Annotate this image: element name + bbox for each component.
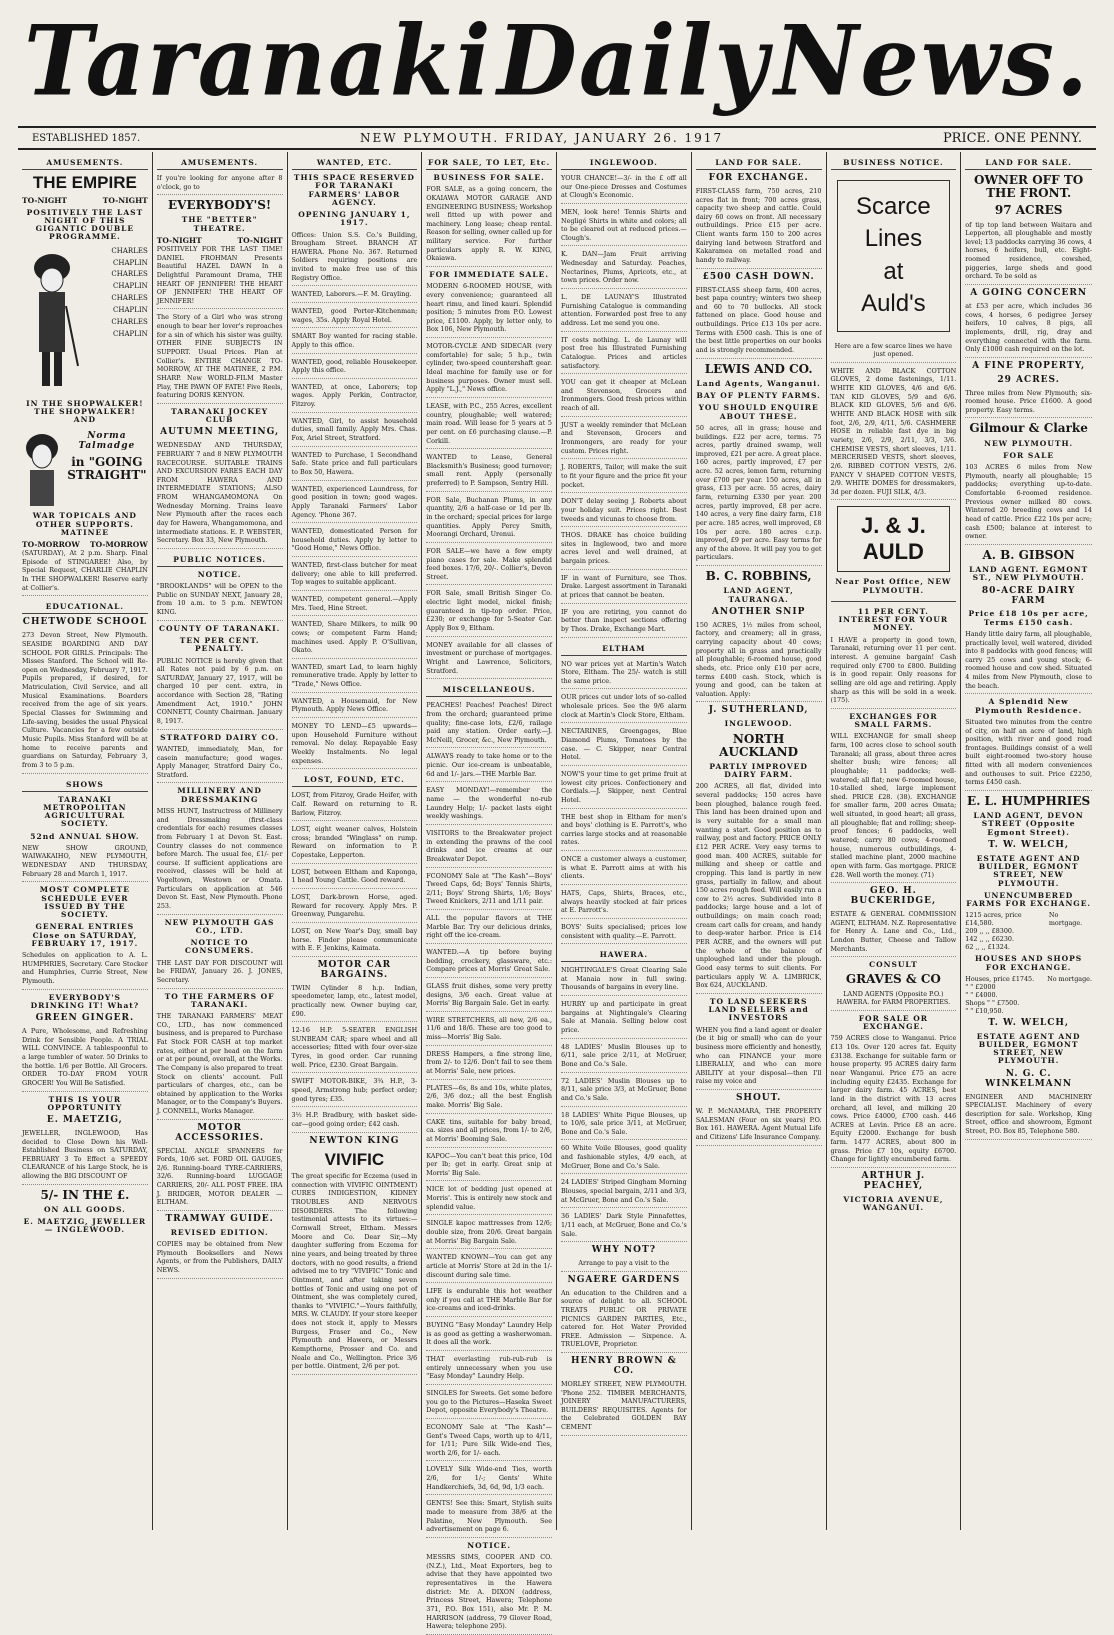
ngaere-body: An education to the Children and a source of delight to all. SCHOOL TREATS PUBLIC OR PRIVATE PICNICS GARDEN PARTIES, Etc., catered for. Hot Water Provided FREE. Admission — Sixpence. A. TRUELOVE, Proprietor.: [561, 1289, 687, 1353]
chetwode-body: 273 Devon Street, New Plymouth. SEASIDE BOARDING AND DAY SCHOOL FOR GIRLS. Principals: The Misses Stanford. The School will Re-open on Wednesday, February 7, 1917. Pupils prepared, if desired, for Matriculation, Civil Service, and all Musical Examinations. Boarders received from the age of six years. Special Classes for Swimming and Life-saving, besides the usual Physical Culture. Vacancies for a few outside Music Pupils. Miss Stanford will be at home to receive parents and guardians on Saturday, February 3, from 3 to 5 p.m.: [22, 631, 148, 773]
farm-row: [965, 911, 1092, 927]
eltham-ad: HATS, Caps, Shirts, Braces, etc., always heavily stocked at fair prices at E. Parrott's.: [561, 889, 687, 919]
farm-row-desc: 1215 acres, price £14,580.: [965, 911, 1022, 928]
discount: 5/- IN THE £.: [40, 1187, 130, 1202]
section-heading: SHOWS: [22, 778, 148, 792]
twin-cylinder: TWIN Cylinder 8 h.p. Indian, speedometer, lamp, etc., latest model, practically new. Owner buying car, £90.: [292, 984, 418, 1023]
green-ginger: GREEN GINGER.: [35, 1013, 135, 1024]
hawera-ad: 18 LADIES' White Pique Blouses, up to 10/6, sale price 3/11, at McGruer, Bone and Co.'s Sale.: [561, 1111, 687, 1141]
sale-ad: MODERN 6-ROOMED HOUSE, with every convenience; guaranteed all heart rimu, and lined kauri. Splendid position; 5 minutes from P.O. Lowest price, £1100. Apply, by letter only, to Box 106, New Plymouth.: [426, 282, 552, 338]
cast-item: CHARLES CHAPLIN: [111, 294, 148, 315]
wanted-ad: WANTED, smart Lad, to learn highly remunerative trade. Apply by letter to "Trade," News Office.: [292, 663, 418, 693]
sale-ad: MOTOR-CYCLE AND SIDECAR (very comfortable) for sale; 5 h.p., twin cylinder, two-speed countershaft gear. Ideal machine for family use or for business purposes. Owner must sell. Apply "L.J.," News office.: [426, 342, 552, 398]
buckeridge: GEO. H. BUCKERIDGE,: [850, 886, 937, 907]
snip-body: 150 ACRES, 1½ miles from school, factory, and creamery; all in grass, carrying capacity about 40 cows; property all in grass and practically all ploughable; 6-roomed house, good sheds, etc. Price only £10 per acre, terms £400 cash. Stock, which is young and good, can be taken at valuation. Apply:: [696, 621, 822, 703]
drinking-it: EVERYBODY'S DRINKING IT! What?: [30, 992, 140, 1010]
intro: If you're looking for anyone after 8 o'clock, go to: [157, 174, 283, 195]
hawera-ad: 24 LADIES' Striped Gingham Morning Blouses, special bargain, 2/11 and 3/3, at McGruer, Bone and Co.'s Sale.: [561, 1178, 687, 1208]
scarce-word: Scarce: [856, 193, 931, 220]
sale-ad: FOR Sale, small British Singer Co. electric light model, nickel finish; guaranteed in tip-top order. Price, £230; or exchange for 5-Seater Car. Apply Box 9, Eltham.: [426, 589, 552, 636]
why-not: WHY NOT?: [591, 1245, 656, 1256]
tonight-label: TO-NIGHT: [102, 195, 148, 205]
tramway-body: COPIES may be obtained from New Plymouth Booksellers and News Agents, or from the Publishers, DAILY NEWS.: [157, 1240, 283, 1279]
misc-ad: PEACHES! Peaches! Peaches! Direct from the orchard; guaranteed prime quality; fine-case lots, £2/6, railage paid any station. Order early.—J. McNeill, Grocer, &c., New Plymouth.: [426, 701, 552, 748]
acres-97: 97 ACRES: [994, 203, 1063, 218]
dateline: [18, 126, 1096, 150]
winkelmann: N. G. C. WINKELMANN: [985, 1068, 1073, 1089]
north-auckland: NORTH AUCKLAND: [719, 731, 799, 759]
going-straight: in "GOING STRAIGHT": [67, 455, 147, 483]
humphries: E. L. HUMPHRIES: [967, 794, 1091, 809]
chaplin-block: [22, 246, 148, 396]
offices: Offices: Union S.S. Co.'s Building, Brougham Street. BRANCH AT HAWERA. Phone No. 367. Returned Soldiers requiring positions are invited to make free use of this Registry Office.: [292, 231, 418, 287]
inglewood-ad: YOUR CHANCE!—3/- in the £ off all our One-piece Dresses and Costumes at Clough's Economic.: [561, 174, 687, 204]
for-sale: FOR SALE: [1003, 450, 1055, 460]
house-rows: [965, 975, 1092, 1015]
scarce-word: Lines: [864, 225, 923, 253]
reserved: THIS SPACE RESERVED FOR TARANAKI FARMERS' LABOR AGENCY.: [293, 173, 415, 207]
better-theatre: THE "BETTER" THEATRE.: [181, 215, 258, 233]
all-goods: ON ALL GOODS.: [44, 1204, 126, 1214]
henry-brown: HENRY BROWN & CO.: [570, 1356, 677, 1377]
inglewood-ad: JUST a weekly reminder that McLean and Stevenson, Grocers and Ironmongers, are ready for your custom. Prices right.: [561, 421, 687, 460]
opportunity: THIS IS YOUR OPPORTUNITY: [47, 1094, 123, 1112]
price: PRICE. ONE PENNY.: [942, 130, 1082, 146]
cast-list: [86, 246, 148, 396]
acres-29-body: Three miles from New Plymouth; six-roomed house. Price £1600. A good property. Easy terms.: [965, 389, 1092, 419]
auld-name: J. & J. AULD: [837, 506, 951, 572]
scarce-word: at: [883, 257, 904, 285]
lost-ad: LOST, on New Year's Day, small bay horse. Finder please communicate with E. F. Jenkins, Kaimata.: [292, 927, 418, 957]
shout: SHOUT.: [735, 1093, 782, 1104]
cast-item: CHARLES CHAPLIN: [111, 270, 148, 291]
welch: T. W. WELCH,: [988, 839, 1070, 850]
misc-ad: SINGLES for Sweets. Get some before you go to the Pictures—Haseka Sweet Depot, opposite Everybody's Theatre.: [426, 1389, 552, 1419]
cash-down: £500 CASH DOWN.: [702, 271, 815, 282]
saturday-matinee: (SATURDAY), At 2 p.m. Sharp. Final Episode of STINGAREE! Also, by Special Request, CHARLIE CHAPLIN In THE SHOPWALKER! Reserve early at Collier's.: [22, 549, 148, 596]
immediate-heading: FOR IMMEDIATE SALE.: [429, 270, 549, 280]
wanted-ad: WANTED, good, reliable Housekeeper. Apply this office.: [292, 358, 418, 379]
tonight-label: TO-NIGHT: [22, 195, 67, 205]
dairy-heading: STRATFORD DAIRY CO.: [160, 732, 280, 742]
house-row-desc: " " £2000: [965, 982, 996, 991]
inglewood: INGLEWOOD.: [724, 719, 793, 729]
peachey: ARTHUR J. PEACHEY,: [861, 1171, 926, 1191]
agricultural-society: TARANAKI METROPOLITAN AGRICULTURAL SOCIETY.: [43, 794, 127, 829]
everybodys-body-1: POSITIVELY FOR THE LAST TIME! DANIEL FROHMAN Presents Beautiful HAZEL DAWN In a Delightful Paramount Drama, THE HEART OF JENNIFER! THE HEART OF JENNIFER! THE HEART OF JENNIFER!: [157, 245, 283, 309]
misc-ad: GENTS! See this: Smart, Stylish suits made to measure from 38/6 at the Palatine, New Plymouth. See advertisement on page 6.: [426, 1499, 552, 1538]
established: ESTABLISHED 1857.: [32, 132, 141, 144]
winkelmann-body: ENGINEER AND MACHINERY SPECIALIST. Machinery of every description for sale. Workshop, King Street, office and showroom, Egmont Street, P.O. Box 85, Telephone 580.: [965, 1093, 1092, 1140]
misc-ad: VISITORS to the Breakwater project in extending the prawns of the cool drinks and ice creams at our Breakwater Depot.: [426, 829, 552, 868]
eltham-ad: BOYS' Suits specialised; prices low consistent with quality.—E. Parrott.: [561, 923, 687, 944]
going-body: at £53 per acre, which includes 36 cows, 4 horses, 6 pedigree Jersey heifers, 10 calves, 8 pigs, all implements, drill, rig, dray and everything connected with the farm. Only £1000 cash required on the lot.: [965, 302, 1092, 358]
first-class-farm: FIRST-CLASS farm, 750 acres, 210 acres flat in front; 700 acres grass, capacity two sheep and cattle. Could dairy 60 cows on front. All necessary outbuildings. Price £15 per acre. Client wants farm 150 to 200 acres dairying land between Stratford and Kakaramea on metalled road and handy to railway.: [696, 187, 822, 269]
farm-row: [965, 927, 1092, 935]
house-row-note: No mortgage.: [1047, 974, 1092, 983]
column-2: [153, 152, 288, 1530]
wanted-ad: WANTED, Girl, to assist household duties, small family. Apply Mrs. Chas. Fox, Ariel Street, Stratford.: [292, 417, 418, 447]
section-heading: HAWERA.: [561, 948, 687, 962]
tonight-label: TO-NIGHT: [156, 235, 202, 245]
section-heading: AMUSEMENTS.: [157, 156, 283, 170]
welch-sub: ESTATE AGENT AND BUILDER, EGMONT STREET, NEW PLYMOUTH.: [976, 853, 1081, 888]
ginger-body: A Pure, Wholesome, and Refreshing Drink for Sensible People. A TRIAL WILL CONVINCE. A tablespoonful to a large tumbler of water. 50 Drinks to the bottle. 1/6 per Bottle. All Grocers. ORDER TO-DAY FROM YOUR GROCER! You Will Be Satisfied.: [22, 1027, 148, 1091]
vivific-body: The great specific for Eczema (used in connection with VIVIFIC OINTMENT) CURES INDIGESTION, KIDNEY TROUBLES AND NERVOUS DISORDERS. The following testimonial attests to its virtues:— Cornwall Street, Eltham. Messrs Moore and Co. Dear Sir,—My daughter suffering from Eczema for nine years, and being treated by three doctors, with no good results, a friend advised me to try "VIVIFIC" Tonic and Ointment, and after taking seven bottles of Tonic and using one pot of Ointment, she was completely cured, thanks to "VIVIFIC."—Yours faithfully, MRS. W. CLAUDY. If your store keeper does not stock it, apply to Messrs Burgess, Fraser and Co., New Plymouth and Hawera, or Messrs Kempthorne, Prosser and Co. and Neale and Co., Wellington. Price 3/6 per bottle. Ointment, 2/6 per pot.: [292, 1172, 418, 1375]
graves-body: LAND AGENTS (Opposite P.O.) HAWERA. for FARM PROPERTIES.: [831, 990, 957, 1011]
acres-97-body: of tip top land between Waitara and Lepperton, all ploughable and mostly level; 13 paddocks carrying 36 cows, 4 horses, 6 heifers, bull, etc. Eight-roomed residence, cowshed, piggeries, large sheds and good orchard. To be sold as: [965, 221, 1092, 285]
motor-heading: MOTOR ACCESSORIES.: [175, 1122, 264, 1143]
small-farms: EXCHANGES FOR SMALL FARMS.: [849, 711, 938, 730]
inglewood-ad: IF in want of Furniture, see Thos. Drake. Largest assortment in Taranaki at prices that cannot be beaten.: [561, 574, 687, 604]
section-heading: LAND FOR SALE.: [965, 156, 1092, 170]
motor-body: SPECIAL ANGLE SPANNERS for Fords, 10/6 set. FORD OIL GAUGES, 2/6. Running-board TYRE-CARRIERS, 32/6. Running-board LUGGAGE CARRIERS, 20/- ALL POST FREE. IRA J. BRIDGER, MOTOR DEALER — ELTHAM.: [157, 1147, 283, 1211]
newton-king: NEWTON KING: [309, 1135, 400, 1146]
lost-ad: LOST, between Eltham and Kaponga, 1 head Young Cattle. Good reward.: [292, 868, 418, 889]
county-body: PUBLIC NOTICE is hereby given that all Rates not paid by 6 p.m. on SATURDAY, January 27, 1917, will be charged 10 per cent. extra, in accordance with Section 28, "Rating Amendment Act, 1910." JOHN CONNETT, County Chairman. January 8, 1917.: [157, 657, 283, 730]
lewis-sub: Land Agents, Wanganui.: [696, 378, 821, 388]
divider: [831, 601, 957, 602]
wanted-ad: WANTED, experienced Laundress, for good position in town; good wages. Apply Taranaki Farmers' Labor Agency. 'Phone 367.: [292, 485, 418, 524]
arrange: Arrange to pay a visit to the: [561, 1259, 687, 1272]
farm-row-note: No mortgage.: [1048, 911, 1083, 928]
house-row-desc: " " £4000.: [965, 990, 998, 999]
jockey-body: WEDNESDAY AND THURSDAY, FEBRUARY 7 and 8 NEW PLYMOUTH RACECOURSE. SUITABLE TRAINS AND EXCURSION FARES EACH DAY FROM HAWERA AND INTERMEDIATE STATIONS; ALSO FROM WHANGAMOMONA On Wednesday Morning. Trains leave New Plymouth after the races each day for Hawera, Whangamomona, and intermediate stations. E. P. WEBSTER, Secretary. Box 33, New Plymouth.: [157, 441, 283, 549]
farm-row-desc: 142 ,, ,, £6230.: [965, 935, 1015, 944]
maetzig-sign: E. MAETZIG, JEWELLER — INGLEWOOD.: [23, 1217, 147, 1235]
enquire: YOU SHOULD ENQUIRE ABOUT THESE.: [698, 403, 819, 421]
gilmour-clarke: Gilmour & Clarke: [969, 421, 1088, 436]
houses-shops: HOUSES AND SHOPS FOR EXCHANGE.: [975, 954, 1083, 972]
sale-or-exchange: FOR SALE OR EXCHANGE.: [858, 1013, 929, 1032]
wanted-ad: MONEY TO LEND—£5 upwards—upon Household Furniture without removal. No delay. Repayable Easy Weekly Instalments. No legal expenses.: [292, 722, 418, 769]
inglewood-ad: MEN, look here! Tennis Shirts and Negligé Shirts in white and colors; all to be cleared out at reduced prices.—Clough's.: [561, 208, 687, 247]
notice-heading: NOTICE.: [467, 1540, 512, 1550]
sale-ad: FOR Sale, Buchanan Plums, in any quantity, 2/6 a half-case or 1d per lb. in the orchard; special prices for large quantities. Apply Percy Smith, Moorangi Orchard, Urenui.: [426, 496, 552, 543]
inglewood-ad: K. DAN—Jam Fruit arriving Wednesday and Saturday. Peaches, Nectarines, Plums, Apricots, etc., at town prices. Order now.: [561, 250, 687, 289]
tomorrow-row: [22, 540, 148, 549]
gilmour-sub: NEW PLYMOUTH.: [984, 438, 1074, 448]
sunbeam: 12-16 H.P. 5-SEATER ENGLISH SUNBEAM CAR; spare wheel and all accessories; fitted with four over-size Tyres, in good order. Car running well. Price, £230. Great Bargain.: [292, 1026, 418, 1073]
scarce-lines-box: [837, 180, 951, 332]
bay-of-plenty: BAY OF PLENTY FARMS.: [696, 391, 821, 401]
misc-ad: ALL the popular flavors at THE Marble Bar. Try our delicious drinks, right off the ice-cream.: [426, 914, 552, 944]
section-heading: EDUCATIONAL.: [22, 600, 148, 614]
masthead-word-daily: Daily: [497, 4, 770, 118]
misc-ad: THAT everlasting rub-rub-rub is entirely unnecessary when you use "Easy Monday" Laundry Help.: [426, 1355, 552, 1385]
inglewood-ad: J. ROBERTS, Tailor, will make the suit to fit your figure and the price fit your pocket.: [561, 463, 687, 493]
welch-2-sub: ESTATE AGENT AND BUILDER, EGMONT STREET, NEW PLYMOUTH.: [976, 1031, 1081, 1066]
hawera-ad: 36 LADIES' Dark Style Pinnafettes, 1/11 each, at McGruer, Bone and Co.'s Sale.: [561, 1212, 687, 1242]
consumers-heading: NOTICE TO CONSUMERS.: [184, 938, 255, 956]
ngaere-gardens: NGAERE GARDENS: [567, 1274, 681, 1285]
maetzig-name: E. MAETZIG,: [46, 1115, 123, 1126]
going-concern: A GOING CONCERN: [970, 288, 1088, 299]
eltham-ad: ONCE a customer always a customer, is what E. Parrott aims at with his clients.: [561, 855, 687, 885]
sale-body: 759 ACRES close to Wanganui. Price £13 10s. Over 120 acres fat. Equity £3138. Exchange for suitable farm or house property. 95 ACRES dairy farm near Wanganui. Price £75 an acre including equity £2435. Exchange for larger dairy farm. 45 ACRES, best land in the district with 13 acres orchard, all level, and milking 20 cows. Price £4000, £700 cash. 446 ACRES at Levin. Price £8 an acre. Equity £2000. Exchange for bush farm. 1477 ACRES, about 800 in grass. Price £7 10s, equity £6700. Change for lightly encumbered farm.: [831, 1034, 957, 1168]
lost-ad: LOST, from Fitzroy, Grade Heifer, with Calf. Reward on returning to R. Barlow, Fitzroy.: [292, 791, 418, 821]
here-intro: Here are a few scarce lines we have just opened.: [831, 342, 957, 363]
jockey-club: TARANAKI JOCKEY CLUB: [171, 406, 269, 425]
acres-103: 103 ACRES 6 miles from New Plymouth, nearly all ploughable; 15 paddocks; everything up-to-date. Comfortable 6-roomed residence. Previous owner milked 80 cows. Wintered 20 breeding cows and 14 head of cattle. Price £22 10s per acre; cash £500; balance at interest to owner.: [965, 463, 1092, 545]
hawera-ad: HURRY up and participate in great bargains at Nightingale's Clearing Sale at Manaia. Selling below cost price.: [561, 1000, 687, 1039]
schedules-note: Schedules on application to A. L. HUMPHRIES, Secretary. Care Stocker and Humphries, Currie Street, New Plymouth.: [22, 951, 148, 990]
misc-ad: LOVELY Silk Wide-end Ties, worth 2/6, for 1/-; Gents' White Handkerchiefs, 3d, 6d, 9d, 1/3 each.: [426, 1465, 552, 1495]
house-row-desc: " " £10,950.: [965, 1006, 1004, 1015]
gas-heading: NEW PLYMOUTH GAS CO., LTD.: [164, 917, 275, 935]
misc-ad: LIFE is endurable this hot weather only if you call at THE Marble Bar for ice-creams and iced-drinks.: [426, 1287, 552, 1317]
inglewood-ad: YOU can get it cheaper at McLean and Stevenson, Grocers and Ironmongers. Good fresh prices within reach of all.: [561, 378, 687, 417]
humphries-sub: LAND AGENT, DEVON STREET (Opposite Egmont Street).: [973, 811, 1084, 837]
last-night: POSITIVELY THE LAST NIGHT OF THIS GIGANTIC DOUBLE PROGRAMME.: [26, 207, 144, 242]
farmers-heading: TO THE FARMERS OF TARANAKI.: [164, 991, 275, 1009]
swift: SWIFT MOTOR-BIKE, 3¾ H.P., 3-speed, Armstrong hub; perfect order; good tyres; £35.: [292, 1077, 418, 1107]
misc-ad: WIRE STRETCHERS, all new, 2/6 ea., 11/6 and 18/6. These are too good to miss—Morris' Big Sale.: [426, 1016, 552, 1046]
lost-ad: LOST, eight weaner calves, Holstein cross; branded "Winglass" on rump. Reward on information to P. Copestake, Lepperton.: [292, 825, 418, 864]
dairy-80-body: Handy little dairy farm, all ploughable, practically level, well watered, divided into 8 paddocks with good fences; will carry 25 cows and young stock; 6-roomed house and cow shed. Situated 4 miles from New Plymouth, close to the beach.: [965, 630, 1092, 694]
farm-row-desc: 209 ,, ,, £8300.: [965, 927, 1015, 936]
inglewood-ad: DON'T delay seeing J. Roberts about your holiday suit. Prices right. Best tweeds and vicunas to choose from.: [561, 497, 687, 527]
column-8: [961, 152, 1096, 1530]
fine-property: A FINE PROPERTY,: [972, 360, 1086, 371]
eltham-ad: NECTARINES, Greengages, Blue Diamond Plums, Tomatoes by the case. — C. Skipper, near Central Hotel.: [561, 727, 687, 766]
house-row: [965, 983, 1092, 991]
dairy-body: WANTED, immediately, Man, for casein manufacture; good wages. Apply Manager, Stratford Dairy Co., Stratford.: [157, 745, 283, 784]
farm-row-desc: 62 ,, ,, £1324.: [965, 943, 1010, 952]
sutherland: J. SUTHERLAND,: [708, 705, 809, 716]
misc-ad: DRESS Hampers, a fine strong line, from 2/- to 12/6. Don't fail to see them at Morris' Sale, new prices.: [426, 1050, 552, 1080]
gibson: A. B. GIBSON: [982, 547, 1075, 562]
misc-ad: EASY MONDAY!—remember the name — the wonderful no-rub Laundry Help; 1/- packet lasts eight weekly washings.: [426, 786, 552, 825]
for-exchange: FOR EXCHANGE.: [708, 173, 809, 183]
section-heading: FOR SALE, TO LET, Etc.: [426, 156, 552, 170]
motor-bargains: MOTOR CAR BARGAINS.: [317, 959, 392, 980]
masthead-word-news: News.: [774, 4, 1090, 118]
misc-ad: KAPOC—You can't beat this price, 10d per lb; get in early. Great snip at Morris' Big Sale.: [426, 1152, 552, 1182]
revised-heading: REVISED EDITION.: [170, 1227, 269, 1237]
bay-body: 50 acres, all in grass; house and buildings. £22 per acre, terms. 75 acres, partly drained swamp, well improved, £21 per acre. A great place. 160 acres, partly improved, £7 per acre. 52 acres, lemon farm, returning over £700 per year. 150 acres, all in grass, £13 per acre. 55 acres, dairy farm, returning £330 per year. 200 acres, partly improved, £8 per acre. 140 acres, a very fine dairy farm, £18 per acre. 185 acres, well improved, £8 10s per acre. 180 acres c.r.p. improved, £9 per acre. Easy terms for any of the above. It will pay you to get particulars.: [696, 424, 822, 566]
robbins: B. C. ROBBINS,: [705, 569, 812, 584]
mcnamara: W. P. McNAMARA, THE PROPERTY SALESMAN (Four on six years) P.O. Box 161. HAWERA. Agent Mutual Life and Citizens' Life Insurance Company.: [696, 1107, 822, 1146]
tramway-heading: TRAMWAY GUIDE.: [165, 1214, 274, 1224]
empire-title: THE EMPIRE: [32, 173, 137, 192]
land-seekers: TO LAND SEEKERS LAND SELLERS and INVESTORS: [708, 996, 809, 1023]
section-heading: ELTHAM: [561, 642, 687, 656]
partly-improved: PARTLY IMPROVED DAIRY FARM.: [709, 761, 808, 780]
autumn-meeting: AUTUMN MEETING,: [160, 427, 280, 438]
place-date: NEW PLYMOUTH. FRIDAY, JANUARY 26. 1917: [360, 131, 724, 145]
bradbury: 3½ H.P. Bradbury, with basket side-car—good going order; £42 cash.: [292, 1111, 418, 1132]
war-topicals: WAR TOPICALS AND OTHER SUPPORTS. MATINEE: [32, 511, 137, 537]
eltham-ad: NO war prices yet at Martin's Watch Store, Eltham. The 25/- watch is still the same price.: [561, 660, 687, 690]
tonight-label: TO-NIGHT: [237, 235, 283, 245]
hawera-ad: 72 LADIES' Muslin Blouses up to 8/11, sale price 3/3, at McGruer, Bone and Co.'s Sale.: [561, 1077, 687, 1107]
inglewood-ad: IT costs nothing. L. de Launay will post free his Illustrated Furnishing Catalogue. Prices and articles satisfactory.: [561, 336, 687, 375]
another-snip: ANOTHER SNIP: [711, 606, 806, 617]
masthead: [0, 0, 1114, 122]
dairy-80-price: Price £18 10s per acre, Terms £150 cash.: [968, 609, 1089, 627]
section-heading: PUBLIC NOTICES.: [157, 553, 283, 567]
interest-heading: 11 PER CENT. INTEREST FOR YOUR MONEY.: [838, 606, 949, 633]
house-row-desc: Shops " " £7500.: [965, 998, 1020, 1007]
henry-body: MORLEY STREET, NEW PLYMOUTH. 'Phone 252. TIMBER MERCHANTS, JOINERY MANUFACTURERS, BUILDERS' REQUISITES. Agents for the Celebrated GOLDEN BAY CEMENT: [561, 1380, 687, 1436]
misc-ad: NICE lot of bedding just opened at Morris'. This is entirely new stock and splendid value.: [426, 1185, 552, 1215]
north-body: 200 ACRES, all flat, divided into several paddocks; 150 acres have been ploughed, balance rough feed. This land has been drained upon and is very suitable for a small man wanting a start. Good position as to railway, post and factory. PRICE ONLY £12 PER ACRE. Very easy terms to good man. 400 ACRES, suitable for milking and sheep or cattle and cropping. This land is partly in new grass, partially in fallow, and about 150 acres rough feed. Will easily run a cow to 2½ acres. Subdivided into 8 paddocks; large house and a lot of outbuildings; on main coach road; cream cart calls for cream, and handy to deep-water harbor. Price is £14 PER ACRE, and the owners will put the whole of the balance of unploughed land under the plough. Good easy terms to suit clients. For particulars apply W. A. LIMBRICK, Box 624, AUCKLAND.: [696, 782, 822, 993]
wanted-ad: WANTED, domesticated Person for household duties. Apply by letter to "Good Home," News Office.: [292, 527, 418, 557]
column-5: [557, 152, 692, 1530]
portrait-illustration-icon: [22, 428, 62, 508]
house-row: [965, 975, 1092, 983]
cast-item: CHARLES CHAPLIN: [111, 246, 148, 267]
vivific-title: VIVIFIC: [324, 1149, 385, 1169]
misc-ad: GLASS fruit dishes, some very pretty designs, 3/6 each. Great value at Morris' Big Bargain Sale. Get in early.: [426, 982, 552, 1012]
misc-ad: ECONOMY Sale at "The Kash"—Gent's Tweed Caps, worth up to 4/11, for 1/11; Pure Silk Wide-end Ties, worth 2/6, for 1/- each.: [426, 1423, 552, 1462]
robbins-sub: LAND AGENT, TAURANGA.: [723, 586, 794, 604]
acres-29: 29 ACRES.: [997, 374, 1060, 385]
house-row: [965, 1007, 1092, 1015]
inglewood-ad: IF you are retiring, you cannot do better than inspect sections offering by Thos. Drake, Exchange Mart.: [561, 608, 687, 638]
sale-ad: FOR SALE—we have a few empty piano cases for sale. Make splendid feed boxes. 17/6, 20/-. Collier's, Devon Street.: [426, 547, 552, 586]
schedule: MOST COMPLETE SCHEDULE EVER ISSUED BY THE SOCIETY.: [39, 885, 130, 920]
column-6: [692, 152, 827, 1530]
wanted-ad: WANTED, Laborers.—F. M. Grayling.: [292, 290, 418, 303]
splendid: A Splendid New Plymouth Residence.: [974, 697, 1083, 715]
graves: GRAVES & CO: [845, 972, 941, 987]
buckeridge-body: ESTATE & GENERAL COMMISSION AGENT, ELTHAM. N.Z. Representative for Henry A. Lane and Co., Ltd., London Butter, Cheese and Tallow Merchants.: [831, 910, 957, 957]
wanted-ad: WANTED, competent general.—Apply Mrs. Teed, Hine Street.: [292, 595, 418, 616]
misc-ad: SINGLE kapoc mattresses from 12/6; double size, from 20/6. Great bargain at Morris' Big Bargain Sale.: [426, 1219, 552, 1249]
farmers-body: THE TARANAKI FARMERS' MEAT CO., LTD., has now commenced business, and is prepared to Purchase Fat Stock FOR CASH at top market rates, either at per head on the farm or at per pound, overall, at the Works. The Company is also prepared to treat Stock on clients' account. Full particulars of charges, etc., can be obtained by application to the Works Manager, or to the Company's Buyers. J. CONNELL, Works Manager.: [157, 1012, 283, 1120]
wanted-ad: WANTED, at once, Laborers; top wages. Apply Perkin, Contractor, Fitzroy.: [292, 383, 418, 413]
eltham-ad: NOW'S your time to get prime fruit at lowest city prices. Confectionery and Cordials.—J. Skipper, next Central Hotel.: [561, 770, 687, 809]
misc-ad: FCONOMY Sale at "The Kash"—Boys' Tweed Caps, 6d; Boys' Tennis Shirts, 2/11; Boys' Strong Shirts, 1/6; Boys' Tweed Knickers, 2/11 and 1/11 pair.: [426, 872, 552, 911]
tomorrow-label: TO-MORROW: [89, 540, 148, 550]
chaplin-illustration-icon: [22, 246, 82, 396]
splendid-body: Situated two minutes from the centre of city, on half an acre of land, high position, with river and good road frontages. Buildings consist of a well built eight-roomed two-story house fitted with all modern conveniences and outhouses to suit. Price £2250, terms £450 cash.: [965, 718, 1092, 791]
norma-text: [66, 428, 148, 508]
small-body: WILL EXCHANGE for small sheep farm, 100 acres close to school south Taranaki; all grass, about three acres shelter bush; wire fences; all ploughable; 11 paddocks; well-watered; all flat; new 6-roomed house, 10-stalled shed, large implement shed. PRICE £28. (38). EXCHANGE for smaller farm, 200 acres Omata; well situated, in good heart; all grass, all ploughable; flat and rolling; sheep-proof fences; 6 paddocks, well watered; carry 80 cows; 4-roomed house, numerous outbuildings, 4-stalled machine plant, 2000 machine open with farm. Gas mortgage. PRICE £28. Well worth the money. (71): [831, 732, 957, 883]
everybodys-title: EVERYBODY'S!: [168, 198, 272, 213]
section-heading: LAND FOR SALE.: [696, 156, 822, 170]
norma-name: Norma Talmadge: [78, 431, 136, 452]
dairy-80: 80-ACRE DAIRY FARM: [981, 585, 1076, 606]
farm-rows: [965, 911, 1092, 951]
wanted-ad: SMART Boy wanted for racing stable. Apply to this office.: [292, 332, 418, 353]
section-heading: LOST, FOUND, ETC.: [292, 773, 418, 787]
business-heading: BUSINESS FOR SALE.: [433, 173, 545, 182]
sale-ad: LEASE, with P.C., 255 Acres, excellent country, ploughable; well watered; main road. Will lease for 5 years at 5 per cent. on £6 purchasing clause.—P. Corkill.: [426, 402, 552, 449]
farm-row: [965, 943, 1092, 951]
brooklands: "BROOKLANDS" will be OPEN to the Public on SUNDAY NEXT, January 28, from 10 a.m. to 5 p.m. NEWTON KING.: [157, 582, 283, 621]
section-heading: INGLEWOOD.: [561, 156, 687, 170]
cast-item: CHARLES CHAPLIN: [111, 318, 148, 338]
scarce-lines-list: WHITE AND BLACK COTTON GLOVES, 2 dome fastenings, 1/11. WHITE KID GLOVES, 4/6 and 6/6. TAN KID GLOVES, 5/9 and 6/6. BLACK KID GLOVES, 5/6 and 6/6. WHITE AND BLACK HOSE with silk foot, 2/6, 2/9, 4/11, 5/6. CASHMERE HOSE in reliable fast dye in big variety, 2/6, 2/9, 2/11, 3/3, 3/6. CHEMISE VESTS, short sleeves, 1/11. MERCERISED VESTS, short sleeves, 2/6. RIBBED COTTON VESTS, 2/6. FANCY V SHAPED COTTON VESTS, 2/9. WHITE DOMES for dressmakers, 3d per dozen. FUJI SILK, 4/3.: [831, 367, 957, 501]
hawera-ad: NIGHTINGALE'S Great Clearing Sale at Manaia now in full swing. Thousands of bargains in every line.: [561, 966, 687, 996]
section-heading: MISCELLANEOUS.: [426, 683, 552, 697]
auld-sub: Near Post Office, NEW PLYMOUTH.: [835, 577, 952, 595]
column-3: [288, 152, 423, 1530]
owner-off: OWNER OFF TO THE FRONT.: [974, 173, 1084, 201]
eltham-ad: OUR prices cut under lots of so-called wholesale prices. See the 9/6 alarm clock at Martin's Clock Store, Eltham.: [561, 693, 687, 723]
sale-ad: MONEY available for all classes of investment or purchase of mortgages. Wright and Lawrence, Solicitors, Stratford.: [426, 641, 552, 680]
misc-ad: ALWAYS ready to take home or to the picnic. Our ice-cream is unbeatable, 6d and 1/- jars.—THE Marble Bar.: [426, 752, 552, 782]
newspaper-page: [18, 152, 1096, 1631]
inglewood-ad: L. DE LAUNAY'S Illustrated Furnishing Catalogue is commanding attention. Forwarded post free to any address. Let me send you one.: [561, 293, 687, 332]
wanted-ad: WANTED, Share Milkers, to milk 90 cows; or competent Farm Hand; machines used. Apply P. O'Sullivan, Okato.: [292, 620, 418, 659]
shopwalker: IN THE SHOPWALKER! THE SHOPWALKER! AND: [26, 398, 144, 425]
lost-ad: LOST, Dark-brown Horse, aged. Reward for recovery. Apply Mrs. P. Greenway, Pungarehu.: [292, 893, 418, 923]
chetwode-title: CHETWODE SCHOOL: [22, 617, 147, 628]
interest-body: I HAVE a property in good town, Taranaki, returning over 11 per cent. interest. A genuine bargain! Cash required only £700 to £800. Building is in good repair. Only reasons for selling are old age and retiring. Apply sharp as this will be sold in a week. (175).: [831, 636, 957, 709]
first-class-sheep: FIRST-CLASS sheep farm, 400 acres, best papa country; winters two sheep and 60 to 70 bullocks. All stock fattened on place. Good house and outbuildings. Price £13 10s per acre. Terms with £500 cash. This is one of the best little properties on our books and is strongly recommended.: [696, 286, 822, 359]
house-row: [965, 991, 1092, 999]
house-row-desc: Houses, price £1745.: [965, 974, 1035, 983]
wanted-ad: WANTED, first-class butcher for meat delivery; one able to kill preferred. Top wages to suitable applicant.: [292, 561, 418, 591]
notice-heading: NOTICE.: [197, 569, 242, 579]
masthead-word-taranaki: Taranaki: [24, 4, 493, 118]
tonight-row: [22, 196, 148, 205]
inglewood-ad: THOS. DRAKE has choice building sites in Inglewood, two and more acres level and well drained, at bargain prices.: [561, 531, 687, 570]
scarce-word: Auld's: [861, 290, 926, 318]
farm-row: [965, 935, 1092, 943]
hawera-ad: 60 White Voile Blouses, good quality and fashionable styles, 4/9 each, at McGruer, Bone and Co.'s Sale.: [561, 1144, 687, 1174]
wanted-ad: WANTED, a Housemaid, for New Plymouth. Apply News Office.: [292, 697, 418, 718]
misc-ad: CAKE tins, suitable for baby bread, ca. sizes and all prices, from 1/- to 2/6, at Morris' Booming Sale.: [426, 1118, 552, 1148]
millinery-body: MISS HUNT, Instructress of Millinery and Dressmaking (first-class credentials for each) resumes classes from February 1 at Devon St. East. Country classes do not commence before March. The usual fee, £1/- per course. If sufficient applications are received, classes will be held at Vogeltown, Westown or Omata. Particulars on application at 546 Devon St. East, New Plymouth. Phone 253.: [157, 807, 283, 915]
section-heading: AMUSEMENTS.: [22, 156, 148, 170]
peachey-sub: VICTORIA AVENUE, WANGANUI.: [843, 1194, 944, 1213]
general-entries: GENERAL ENTRIES Close on SATURDAY, FEBRUARY 17, 1917.: [31, 922, 139, 948]
norma-block: [22, 428, 148, 508]
eltham-ad: THE best shop in Eltham for men's and boys' clothing is E. Parrott's, who carries large stocks and at reasonable rates.: [561, 813, 687, 852]
seekers-body: WHEN you find a land agent or dealer (be it big or small) who can do your business more efficiently and honestly, who can FINANCE your more LIBERALLY, and who can more ABILITY at your disposal—then I'll raise my voice and: [696, 1026, 822, 1090]
house-row: [965, 999, 1092, 1007]
unencumbered: UNENCUMBERED FARMS FOR EXCHANGE.: [966, 890, 1092, 909]
hawera-ad: 48 LADIES' Muslin Blouses up to 6/11, sale price 2/11, at McGruer, Bone and Co.'s Sale.: [561, 1043, 687, 1073]
column-7: [827, 152, 962, 1530]
sale-ad: WANTED to Lease, General Blacksmith's Business; good turnover; small rent. Apply (personally preferred) to P. Sampson, Sentry Hill.: [426, 453, 552, 492]
lewis-and-co: LEWIS AND CO.: [704, 361, 813, 376]
welch-2: T. W. WELCH,: [988, 1017, 1070, 1028]
misc-ad: PLATES—6s, 8s and 10s, white plates, 2/6, 3/6 doz.; all the best English make. Morris' Big Sale.: [426, 1084, 552, 1114]
tonight-row: [157, 236, 283, 245]
wanted-ad: WANTED, good Porter-Kitchenman; wages, 35s. Apply Royal Hotel.: [292, 307, 418, 328]
show-ground: NEW SHOW GROUND, WAIWAKAIHO, NEW PLYMOUTH, WEDNESDAY AND THURSDAY, February 28 and March 1, 1917.: [22, 844, 148, 883]
penalty-heading: TEN PER CENT. PENALTY.: [179, 636, 260, 654]
tomorrow-label: TO-MORROW: [22, 540, 80, 550]
section-heading: BUSINESS NOTICE.: [831, 156, 957, 170]
okaiawa: FOR SALE, as a going concern, the OKAIAWA MOTOR GARAGE AND ENGINEERING BUSINESS; Workshop well fitted up with power and machinery. Long lease; cheap rental. Reason for selling, owner called up for military service. For further particulars apply R. W. KING, Okaiawa.: [426, 185, 552, 267]
millinery-heading: MILLINERY AND DRESSMAKING: [177, 786, 262, 804]
county-heading: COUNTY OF TARANAKI.: [158, 623, 281, 633]
consult: CONSULT: [869, 960, 918, 970]
gas-body: THE LAST DAY FOR DISCOUNT will be FRIDAY, January 26. J. JONES, Secretary.: [157, 959, 283, 989]
column-4: [422, 152, 557, 1631]
misc-ad: BUYING "Easy Monday" Laundry Help is as good as getting a washerwoman. It does all the work.: [426, 1321, 552, 1351]
section-heading: WANTED, ETC.: [292, 156, 418, 170]
opening: OPENING JANUARY 1, 1917.: [298, 210, 411, 228]
everybodys-body-2: The Story of a Girl who was strong enough to bear her lover's reproaches for a sin of which his sister was guilty. OTHER FINE SUBJECTS IN SUPPORT. Usual Prices. Plan at Collier's. ENTIRE CHANGE TO-MORROW, AT THE MATINEE, 2 P.M. SHARP. New WORLD-FILM Master Play, THE PAWN OF FATE! Five Reels, featuring DORIS KENYON.: [157, 313, 283, 403]
gibson-sub: LAND AGENT. EGMONT ST., NEW PLYMOUTH.: [969, 565, 1089, 583]
misc-ad: WANTED KNOWN—You can get any article at Morris' Store at 2d in the 1/- discount during sale time.: [426, 1253, 552, 1283]
maetzig-body: JEWELLER, INGLEWOOD, Has decided to Close Down his Well-Established Business on SATURDAY, FEBRUARY 3 To Effect a SPEEDY CLEARANCE of his Large Stock, he is allowing the BIG DISCOUNT OF: [22, 1129, 148, 1185]
annual-show: 52nd ANNUAL SHOW.: [30, 831, 140, 841]
wanted-ad: WANTED to Purchase, 1 Secondhand Safe. State price and full particulars to Box 50, Hawera.: [292, 451, 418, 481]
notice-body: MESSRS SIMS, COOPER AND CO. (N.Z.), Ltd., Meat Exporters, beg to advise that they have appointed two representatives in the Hawera district: Mr. A. DIXON (address, Princess Street, Hawera; Telephone 371, P.O. Box 151), also Mr. P. M. HARRISON (address, 79 Glover Road, Hawera; telephone 295).: [426, 1553, 552, 1635]
misc-ad: WANTED.—A tip before buying bedding, crockery, glassware, etc.: Compare prices at Morris' Great Sale.: [426, 948, 552, 978]
column-1: [18, 152, 153, 1530]
